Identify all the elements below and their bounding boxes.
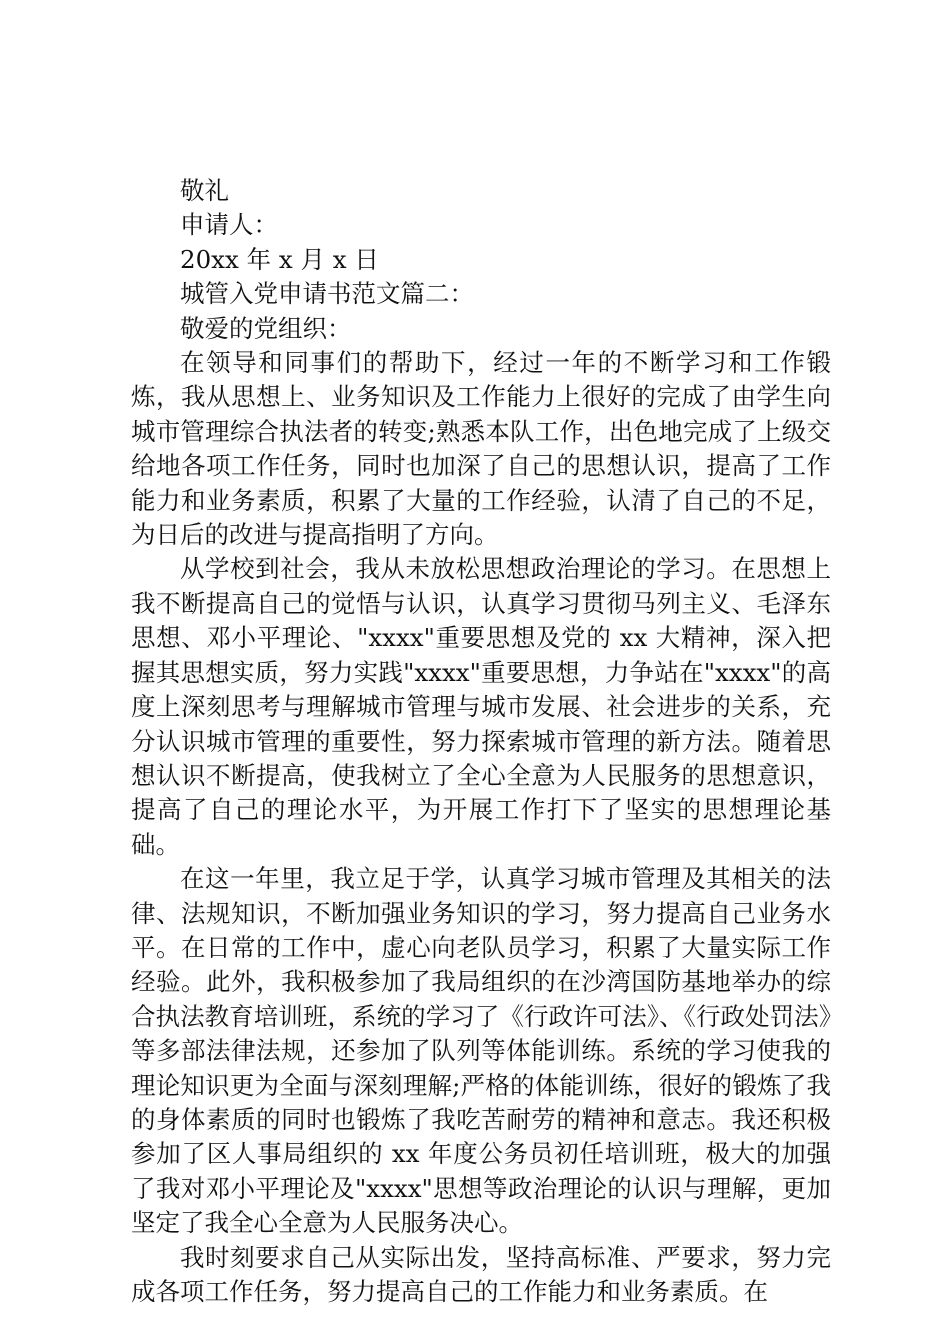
applicant-line: 申请人： [180, 210, 278, 240]
paragraph-3: 在这一年里，我立足于学，认真学习城市管理及其相关的法律、法规知识，不断加强业务知识的学习，努力提高自己业务水平。在日常的工作中，虚心向老队员学习，积累了大量实际工作经验。此外，我积极参加了我局组织的在沙湾国防基地举办的综合执法教育培训班，系统的学习了《行政许可法》、《行政处罚法》等多部法律法规，还参加了队列等体能训练。系统的学习使我的理论知识更为全面与深刻理解;严格的体能训练，很好的锻炼了我的身体素质的同时也锻炼了我吃苦耐劳的精神和意志。我还积极参加了区人事局组织的 xx 年度公务员初任培训班，极大的加强了我对邓小平理论及"xxxx"思想等政治理论的认识与理解，更加坚定了我全心全意为人民服务决心。 [131, 864, 831, 1238]
date-line: 20xx 年 x 月 x 日 [180, 244, 379, 274]
salutation: 敬爱的党组织： [180, 313, 352, 343]
closing-line: 敬礼 [180, 176, 229, 205]
paragraph-1: 在领导和同事们的帮助下，经过一年的不断学习和工作锻炼，我从思想上、业务知识及工作能力上很好的完成了由学生向城市管理综合执法者的转变;熟悉本队工作，出色地完成了上级交给地各项工作任务，同时也加深了自己的思想认识，提高了工作能力和业务素质，积累了大量的工作经验，认清了自己的不足，为日后的改进与提高指明了方向。 [131, 348, 831, 550]
paragraph-4: 我时刻要求自己从实际出发，坚持高标准、严要求，努力完成各项工作任务，努力提高自己的工作能力和业务素质。在 [131, 1242, 831, 1306]
section-title: 城管入党申请书范文篇二： [180, 279, 474, 309]
paragraph-2: 从学校到社会，我从未放松思想政治理论的学习。在思想上我不断提高自己的觉悟与认识，认真学习贯彻马列主义、毛泽东思想、邓小平理论、"xxxx"重要思想及党的 xx 大精神，深入把握其思想实质，努力实践"xxxx"重要思想，力争站在"xxxx"的高度上深刻思考与理解城市管理与城市发展、社会进步的关系，充分认识城市管理的重要性，努力探索城市管理的新方法。随着思想认识不断提高，使我树立了全心全意为人民服务的思想意识，提高了自己的理论水平，为开展工作打下了坚实的思想理论基础。 [131, 554, 831, 859]
document-body [131, 174, 831, 1309]
